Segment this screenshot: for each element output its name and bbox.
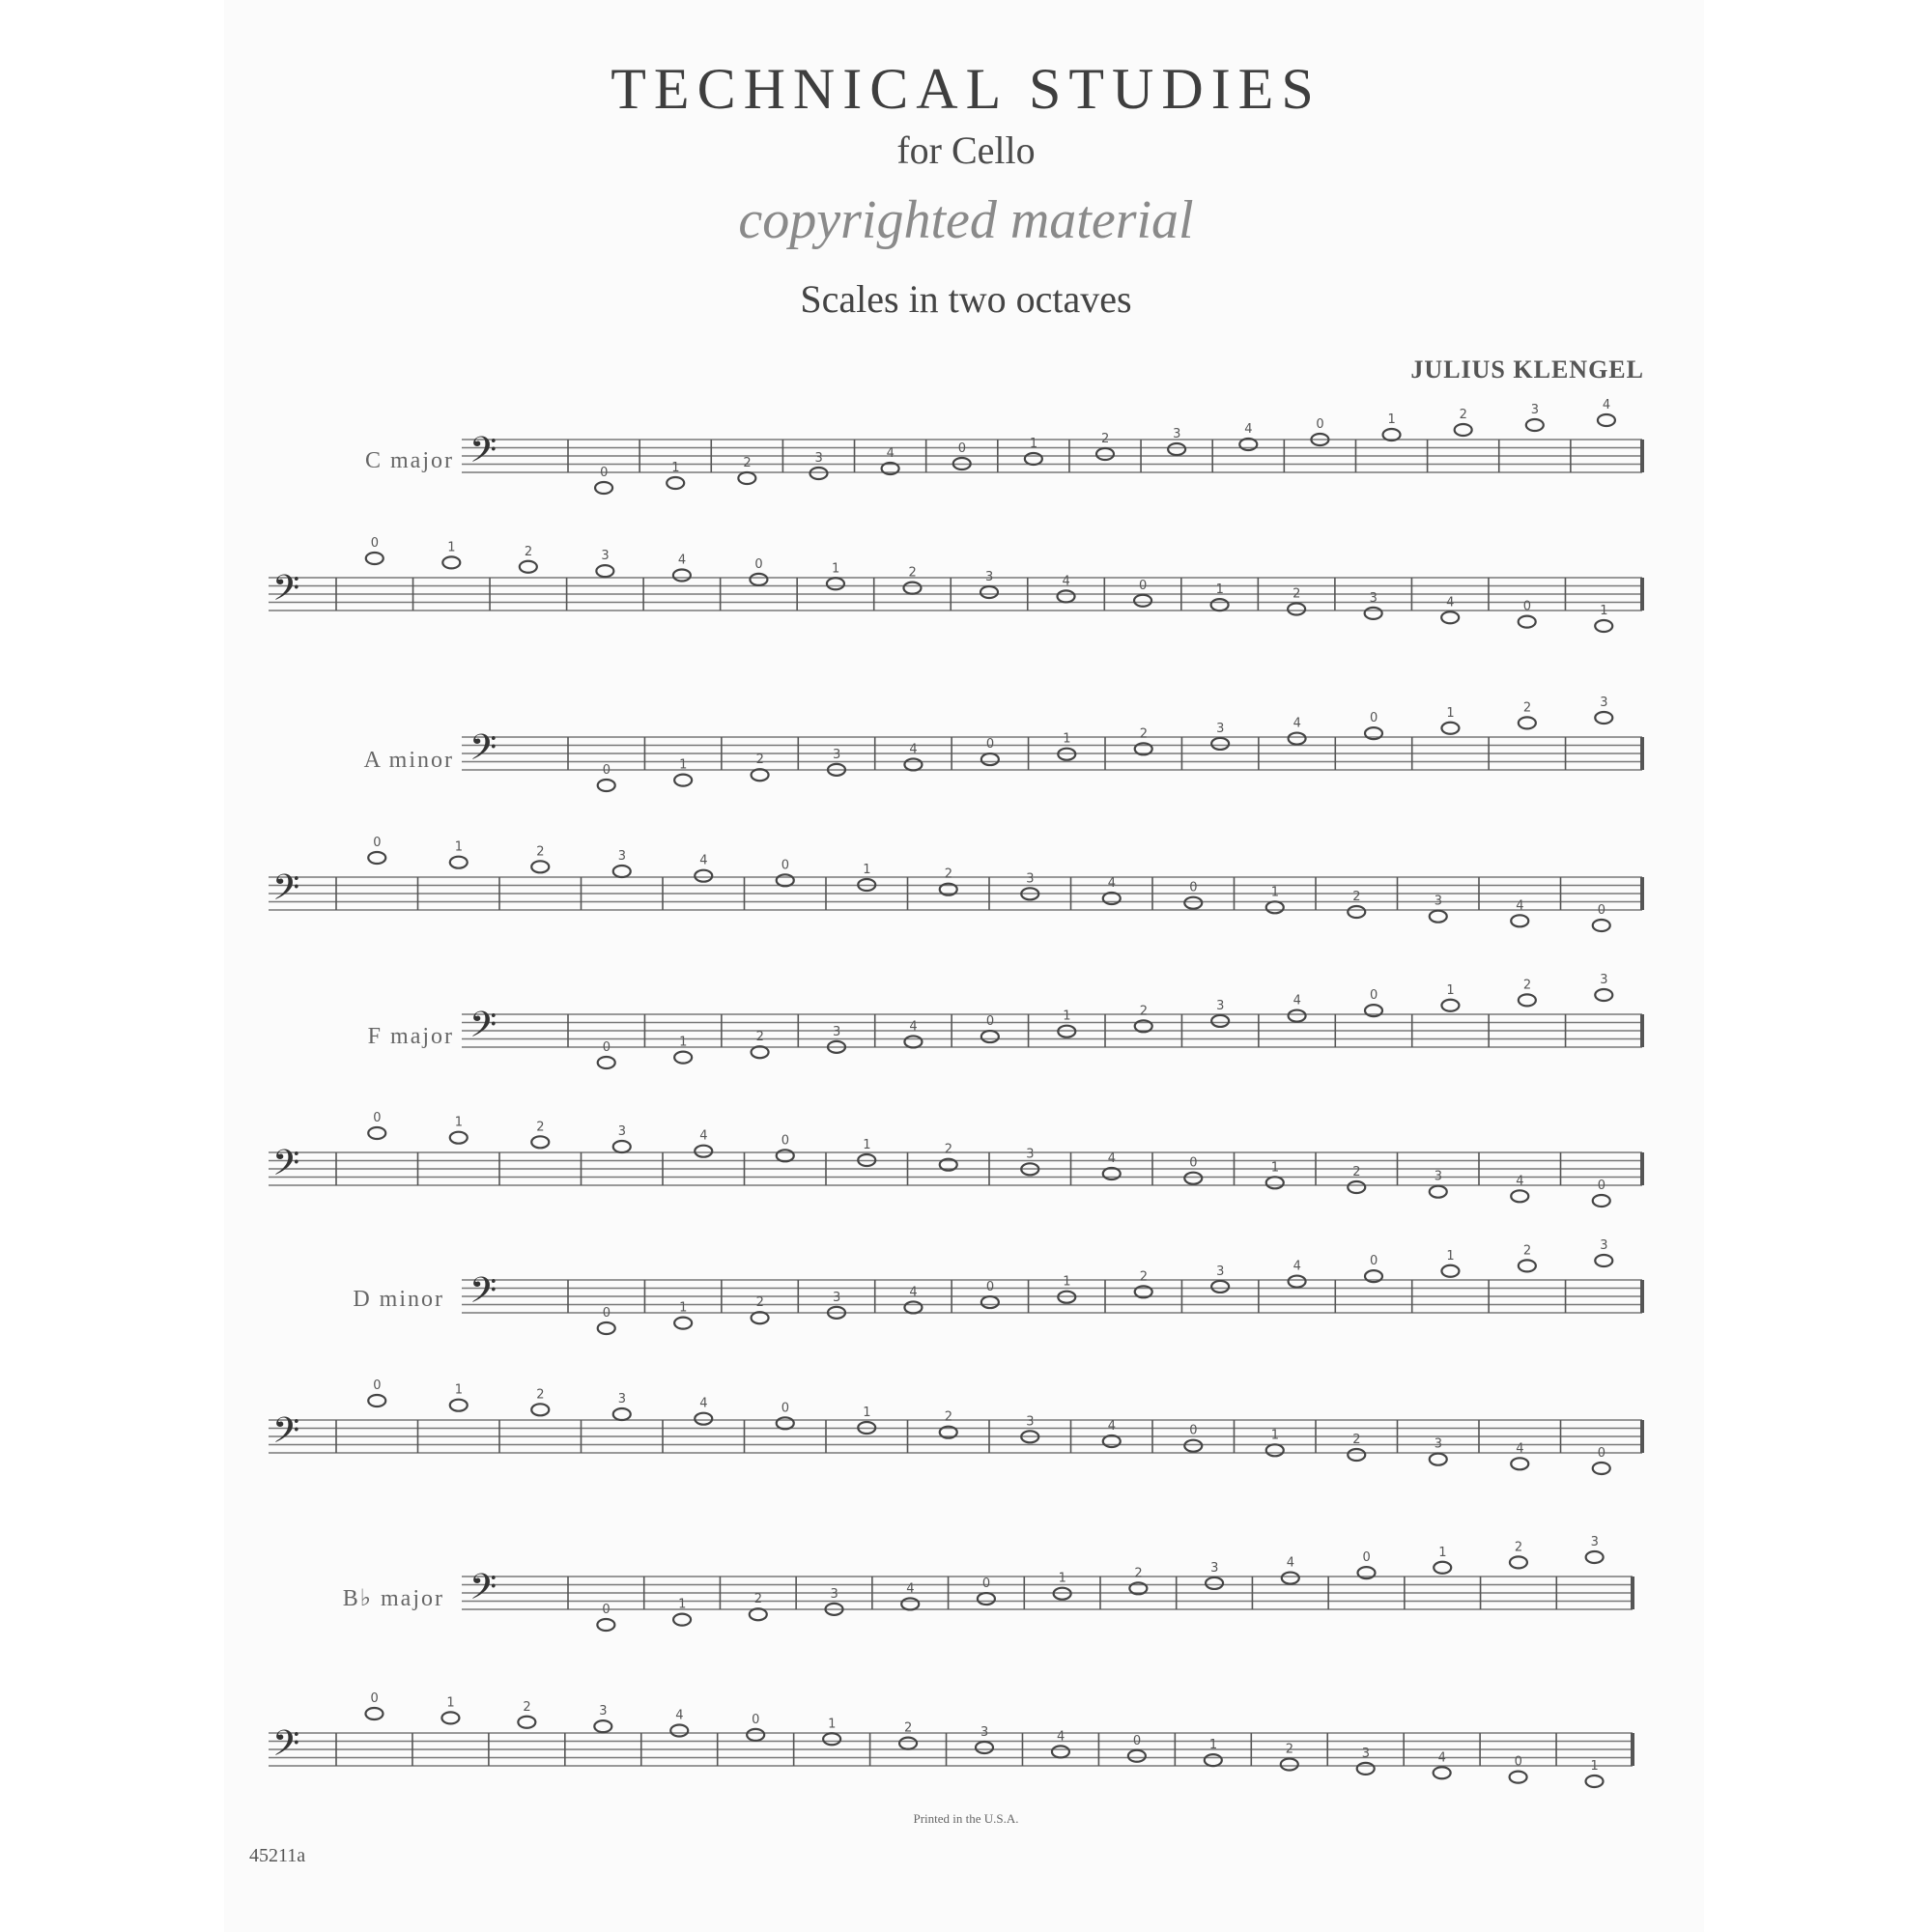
fingering-number: 0	[370, 1691, 379, 1706]
note-head	[1519, 1260, 1536, 1271]
note-head	[594, 1720, 611, 1732]
note-head	[450, 857, 468, 868]
note-head	[904, 1301, 922, 1313]
fingering-number: 0	[754, 556, 763, 572]
plate-number: 45211a	[249, 1845, 306, 1866]
fingering-number: 0	[781, 858, 790, 873]
note-head	[823, 1733, 840, 1745]
note-head	[1266, 1177, 1284, 1188]
fingering-number: 2	[908, 565, 917, 581]
note-head	[365, 1708, 383, 1719]
note-head	[673, 570, 691, 582]
note-head	[518, 1717, 535, 1728]
note-head	[1430, 1186, 1447, 1198]
fingering-number: 0	[985, 737, 995, 753]
fingering-number: 2	[1459, 408, 1467, 422]
note-head	[1519, 994, 1536, 1006]
note-head	[1184, 1440, 1202, 1452]
fingering-number: 3	[617, 849, 627, 864]
note-head	[827, 578, 844, 589]
fingering-number: 3	[1434, 1169, 1443, 1184]
fingering-number: 2	[755, 1295, 764, 1311]
fingering-number: 4	[886, 446, 895, 461]
note-head	[1526, 419, 1544, 431]
note-head	[531, 1136, 549, 1148]
note-head	[1455, 424, 1472, 436]
note-head	[1430, 911, 1447, 923]
fingering-number: 1	[1446, 705, 1455, 721]
note-head	[750, 574, 767, 585]
note-head	[598, 780, 615, 791]
fingering-number: 2	[743, 456, 752, 470]
fingering-number: 1	[678, 1597, 687, 1612]
fingering-number: 3	[1026, 1147, 1035, 1162]
note-head	[597, 1619, 614, 1631]
fingering-number: 1	[446, 1695, 455, 1711]
note-head	[976, 1742, 993, 1753]
note-head	[695, 1146, 712, 1157]
composer-name: JULIUS KLENGEL	[1410, 355, 1644, 384]
note-head	[903, 582, 921, 594]
note-head	[981, 1031, 999, 1042]
scale-label-d-minor: D minor	[353, 1287, 444, 1312]
note-head	[674, 1318, 692, 1329]
fingering-number: 0	[752, 1712, 760, 1727]
note-head	[738, 472, 755, 484]
fingering-number: 3	[1369, 590, 1378, 606]
note-head	[1441, 611, 1459, 623]
note-head	[595, 482, 612, 494]
fingering-number: 3	[833, 747, 841, 762]
note-head	[777, 1417, 794, 1429]
note-head	[750, 1608, 767, 1620]
bass-clef-icon: 𝄢	[272, 1410, 300, 1460]
note-head	[613, 1408, 631, 1420]
note-head	[695, 1413, 712, 1425]
fingering-number: 2	[755, 753, 764, 768]
fingering-number: 4	[1446, 595, 1455, 611]
scale-label-f-major: F major	[367, 1024, 454, 1049]
watermark: copyrighted material	[738, 190, 1194, 250]
fingering-number: 3	[1590, 1535, 1599, 1549]
fingering-number: 3	[1026, 871, 1035, 887]
note-head	[1184, 1173, 1202, 1184]
fingering-number: 0	[1522, 599, 1531, 614]
fingering-number: 2	[1522, 1243, 1532, 1259]
fingering-number: 0	[1597, 903, 1606, 918]
note-head	[1586, 1776, 1604, 1787]
fingering-number: 1	[1215, 582, 1224, 598]
note-head	[673, 1614, 691, 1626]
note-head	[1266, 901, 1284, 913]
note-head	[1593, 920, 1610, 931]
note-head	[598, 1057, 615, 1068]
fingering-number: 3	[617, 1392, 627, 1406]
fingering-number: 4	[1286, 1555, 1295, 1571]
note-head	[695, 870, 712, 882]
note-head	[598, 1322, 615, 1334]
note-head	[1430, 1454, 1447, 1465]
fingering-number: 4	[699, 1128, 708, 1144]
fingering-number: 3	[814, 451, 823, 466]
fingering-number: 0	[600, 466, 609, 480]
fingering-number: 4	[1293, 716, 1301, 731]
fingering-number: 1	[454, 1115, 464, 1130]
fingering-number: 1	[679, 1300, 688, 1316]
note-head	[450, 1132, 468, 1144]
note-head	[674, 775, 692, 786]
fingering-number: 4	[1107, 876, 1117, 891]
scale-label-a-minor: A minor	[363, 748, 454, 773]
scale-label-bb-major: B♭ major	[342, 1586, 444, 1611]
note-head	[1593, 1463, 1610, 1474]
fingering-number: 4	[1056, 1729, 1065, 1745]
note-head	[613, 1141, 631, 1152]
note-head	[1511, 915, 1528, 926]
note-head	[1434, 1562, 1451, 1574]
note-head	[1211, 1015, 1229, 1027]
fingering-number: 0	[1189, 1423, 1198, 1438]
note-head	[752, 1312, 769, 1323]
note-head	[1365, 608, 1382, 619]
fingering-number: 0	[1514, 1754, 1522, 1770]
note-head	[1510, 1772, 1527, 1783]
fingering-number: 4	[1244, 422, 1253, 437]
page-subtitle: for Cello	[896, 128, 1036, 172]
fingering-number: 1	[1063, 1274, 1071, 1290]
fingering-number: 1	[1387, 412, 1396, 427]
fingering-number: 0	[781, 1133, 790, 1149]
note-head	[980, 586, 998, 598]
bass-clef-icon: 𝄢	[469, 1270, 497, 1320]
fingering-number: 2	[753, 1592, 763, 1607]
bass-clef-icon: 𝄢	[272, 1723, 300, 1773]
fingering-number: 0	[602, 1040, 611, 1055]
fingering-number: 3	[601, 549, 610, 564]
note-head	[1595, 620, 1612, 632]
fingering-number: 0	[602, 1603, 611, 1617]
note-head	[1266, 1444, 1284, 1456]
note-head	[1205, 1754, 1222, 1766]
bass-clef-icon: 𝄢	[469, 1005, 497, 1054]
fingering-number: 2	[536, 1387, 545, 1403]
note-head	[1348, 1181, 1365, 1193]
fingering-number: 3	[617, 1124, 627, 1139]
fingering-number: 0	[957, 441, 967, 456]
fingering-number: 0	[602, 1306, 611, 1321]
fingering-number: 4	[906, 1581, 915, 1597]
fingering-number: 2	[944, 1409, 953, 1425]
note-head	[366, 553, 384, 564]
fingering-number: 2	[1293, 586, 1301, 602]
fingering-number: 0	[373, 836, 382, 850]
bass-clef-icon: 𝄢	[272, 867, 300, 917]
fingering-number: 0	[1189, 880, 1198, 895]
note-head	[1595, 1255, 1612, 1266]
fingering-number: 1	[1270, 1428, 1280, 1443]
fingering-number: 1	[671, 461, 680, 475]
fingering-number: 2	[1514, 1540, 1523, 1555]
fingering-number: 0	[1189, 1155, 1198, 1171]
fingering-number: 3	[833, 1290, 841, 1305]
fingering-number: 1	[454, 1382, 464, 1398]
note-head	[1211, 738, 1229, 750]
note-head	[1134, 595, 1151, 607]
note-head	[904, 758, 922, 770]
note-head	[368, 1395, 385, 1406]
note-head	[1211, 1281, 1229, 1293]
note-head	[442, 556, 460, 568]
fingering-number: 0	[602, 763, 611, 778]
note-head	[978, 1593, 995, 1605]
note-head	[1168, 443, 1185, 455]
note-head	[1357, 1763, 1375, 1775]
note-head	[441, 1712, 459, 1723]
fingering-number: 4	[1293, 993, 1301, 1009]
fingering-number: 2	[1139, 1269, 1148, 1285]
fingering-number: 0	[1362, 1550, 1371, 1566]
printed-note: Printed in the U.S.A.	[913, 1811, 1019, 1826]
fingering-number: 0	[981, 1577, 991, 1592]
note-head	[674, 1052, 692, 1064]
fingering-number: 0	[1132, 1733, 1142, 1748]
note-head	[1288, 604, 1305, 615]
note-head	[596, 565, 613, 577]
fingering-number: 1	[863, 863, 871, 877]
fingering-number: 1	[1600, 604, 1608, 618]
note-head	[1595, 712, 1612, 724]
fingering-number: 2	[1134, 1566, 1143, 1581]
note-head	[1206, 1577, 1223, 1589]
fingering-number: 0	[1316, 417, 1324, 432]
note-head	[747, 1729, 764, 1741]
fingering-number: 0	[1597, 1446, 1606, 1461]
note-head	[1510, 1556, 1527, 1568]
note-head	[904, 1036, 922, 1047]
fingering-number: 2	[524, 544, 533, 559]
fingering-number: 2	[1352, 1433, 1361, 1447]
fingering-number: 1	[1058, 1571, 1066, 1586]
page-title: TECHNICAL STUDIES	[611, 57, 1321, 121]
fingering-number: 2	[944, 1142, 953, 1157]
note-head	[1593, 1195, 1610, 1207]
fingering-number: 3	[833, 1024, 841, 1039]
fingering-number: 1	[1208, 1738, 1218, 1753]
fingering-number: 1	[1029, 437, 1038, 451]
note-head	[531, 861, 549, 872]
fingering-number: 4	[675, 1708, 684, 1723]
fingering-number: 1	[679, 757, 688, 773]
fingering-number: 3	[1216, 1264, 1225, 1279]
note-head	[1096, 448, 1114, 460]
note-head	[368, 852, 385, 864]
note-head	[1511, 1458, 1528, 1469]
note-head	[1586, 1551, 1604, 1563]
fingering-number: 0	[1597, 1179, 1606, 1193]
fingering-number: 1	[831, 561, 840, 577]
note-head	[1519, 717, 1536, 728]
fingering-number: 2	[1139, 726, 1148, 742]
note-head	[752, 1046, 769, 1058]
note-head	[1058, 590, 1075, 602]
fingering-number: 0	[1370, 988, 1378, 1004]
fingering-number: 0	[373, 1111, 382, 1125]
fingering-number: 2	[1352, 890, 1361, 904]
note-head	[613, 866, 631, 877]
fingering-number: 0	[1370, 1254, 1378, 1269]
note-head	[1434, 1767, 1451, 1778]
bass-clef-icon: 𝄢	[272, 1143, 300, 1192]
fingering-number: 2	[1522, 700, 1532, 716]
fingering-number: 4	[909, 1019, 918, 1035]
note-head	[520, 561, 537, 573]
fingering-number: 1	[447, 540, 456, 555]
fingering-number: 1	[1446, 1248, 1455, 1264]
fingering-number: 2	[536, 1120, 545, 1135]
fingering-number: 0	[1139, 578, 1148, 593]
fingering-number: 4	[1516, 898, 1524, 914]
fingering-number: 3	[1434, 1436, 1443, 1452]
note-head	[450, 1400, 468, 1411]
note-head	[1128, 1750, 1146, 1762]
note-head	[901, 1598, 919, 1609]
fingering-number: 0	[781, 1401, 790, 1416]
fingering-number: 0	[985, 1014, 995, 1030]
fingering-number: 4	[909, 742, 918, 757]
fingering-number: 1	[1063, 731, 1071, 747]
fingering-number: 2	[1101, 432, 1110, 446]
fingering-number: 4	[1062, 574, 1070, 589]
note-head	[667, 477, 684, 489]
fingering-number: 3	[1600, 1238, 1608, 1253]
note-head	[899, 1738, 917, 1749]
fingering-number: 3	[1361, 1746, 1370, 1761]
fingering-number: 3	[1216, 721, 1225, 736]
fingering-number: 4	[909, 1285, 918, 1300]
note-head	[1348, 1449, 1365, 1461]
note-head	[1441, 1000, 1459, 1011]
fingering-number: 3	[1530, 403, 1540, 417]
fingering-number: 2	[904, 1720, 913, 1736]
note-head	[1282, 1573, 1299, 1584]
fingering-number: 0	[985, 1280, 995, 1295]
fingering-number: 3	[980, 1725, 989, 1740]
fingering-number: 3	[1173, 427, 1181, 441]
fingering-number: 1	[1590, 1759, 1599, 1774]
fingering-number: 4	[1293, 1259, 1301, 1274]
fingering-number: 1	[454, 839, 464, 855]
note-head	[1289, 1276, 1306, 1288]
fingering-number: 2	[1139, 1004, 1148, 1019]
note-head	[981, 1296, 999, 1308]
fingering-number: 3	[830, 1586, 838, 1602]
fingering-number: 2	[536, 844, 545, 860]
note-head	[1052, 1746, 1069, 1757]
fingering-number: 1	[863, 1406, 871, 1420]
fingering-number: 4	[699, 853, 708, 868]
note-head	[777, 874, 794, 886]
note-head	[1511, 1190, 1528, 1202]
fingering-number: 1	[1446, 982, 1455, 998]
bass-clef-icon: 𝄢	[272, 568, 300, 617]
fingering-number: 2	[755, 1030, 764, 1045]
fingering-number: 0	[370, 536, 380, 551]
bass-clef-icon: 𝄢	[469, 430, 497, 479]
note-head	[1025, 453, 1042, 465]
bass-clef-icon: 𝄢	[469, 727, 497, 777]
fingering-number: 3	[985, 570, 994, 584]
fingering-number: 1	[1438, 1545, 1447, 1560]
fingering-number: 1	[828, 1717, 837, 1732]
scale-label-c-major: C major	[365, 448, 454, 473]
fingering-number: 2	[1352, 1165, 1361, 1179]
note-head	[368, 1127, 385, 1139]
fingering-number: 4	[1602, 398, 1611, 412]
note-head	[1598, 414, 1615, 426]
note-head	[810, 468, 827, 479]
fingering-number: 4	[1107, 1419, 1117, 1434]
fingering-number: 0	[373, 1378, 382, 1393]
fingering-number: 3	[1434, 894, 1443, 909]
note-head	[752, 769, 769, 781]
fingering-number: 4	[677, 553, 687, 568]
fingering-number: 1	[1063, 1009, 1071, 1024]
fingering-number: 4	[1437, 1750, 1446, 1766]
fingering-number: 2	[944, 867, 953, 882]
note-head	[1289, 1010, 1306, 1022]
fingering-number: 1	[679, 1035, 688, 1050]
fingering-number: 3	[1210, 1560, 1219, 1576]
fingering-number: 2	[1522, 978, 1532, 993]
fingering-number: 3	[1026, 1414, 1035, 1430]
note-head	[670, 1725, 688, 1737]
fingering-number: 4	[1107, 1151, 1117, 1166]
note-head	[531, 1404, 549, 1415]
fingering-number: 3	[599, 1704, 608, 1719]
bass-clef-icon: 𝄢	[469, 1567, 497, 1616]
fingering-number: 4	[1516, 1441, 1524, 1457]
note-head	[1519, 616, 1536, 628]
note-head	[1281, 1759, 1298, 1771]
section-heading: Scales in two octaves	[800, 277, 1132, 321]
note-head	[1184, 897, 1202, 909]
fingering-number: 3	[1600, 973, 1608, 987]
fingering-number: 3	[1216, 998, 1225, 1013]
fingering-number: 1	[863, 1138, 871, 1152]
note-head	[1441, 723, 1459, 734]
fingering-number: 4	[1516, 1174, 1524, 1189]
note-head	[777, 1150, 794, 1161]
note-head	[1595, 989, 1612, 1001]
fingering-number: 3	[1600, 696, 1608, 710]
fingering-number: 2	[1285, 1742, 1294, 1757]
note-head	[1441, 1265, 1459, 1277]
fingering-number: 0	[1370, 711, 1378, 726]
fingering-number: 2	[523, 1699, 531, 1715]
fingering-number: 4	[699, 1396, 708, 1411]
note-head	[1211, 599, 1229, 611]
fingering-number: 1	[1270, 1160, 1280, 1176]
fingering-number: 1	[1270, 885, 1280, 900]
note-head	[1289, 733, 1306, 745]
note-head	[981, 753, 999, 765]
note-head	[1348, 906, 1365, 918]
